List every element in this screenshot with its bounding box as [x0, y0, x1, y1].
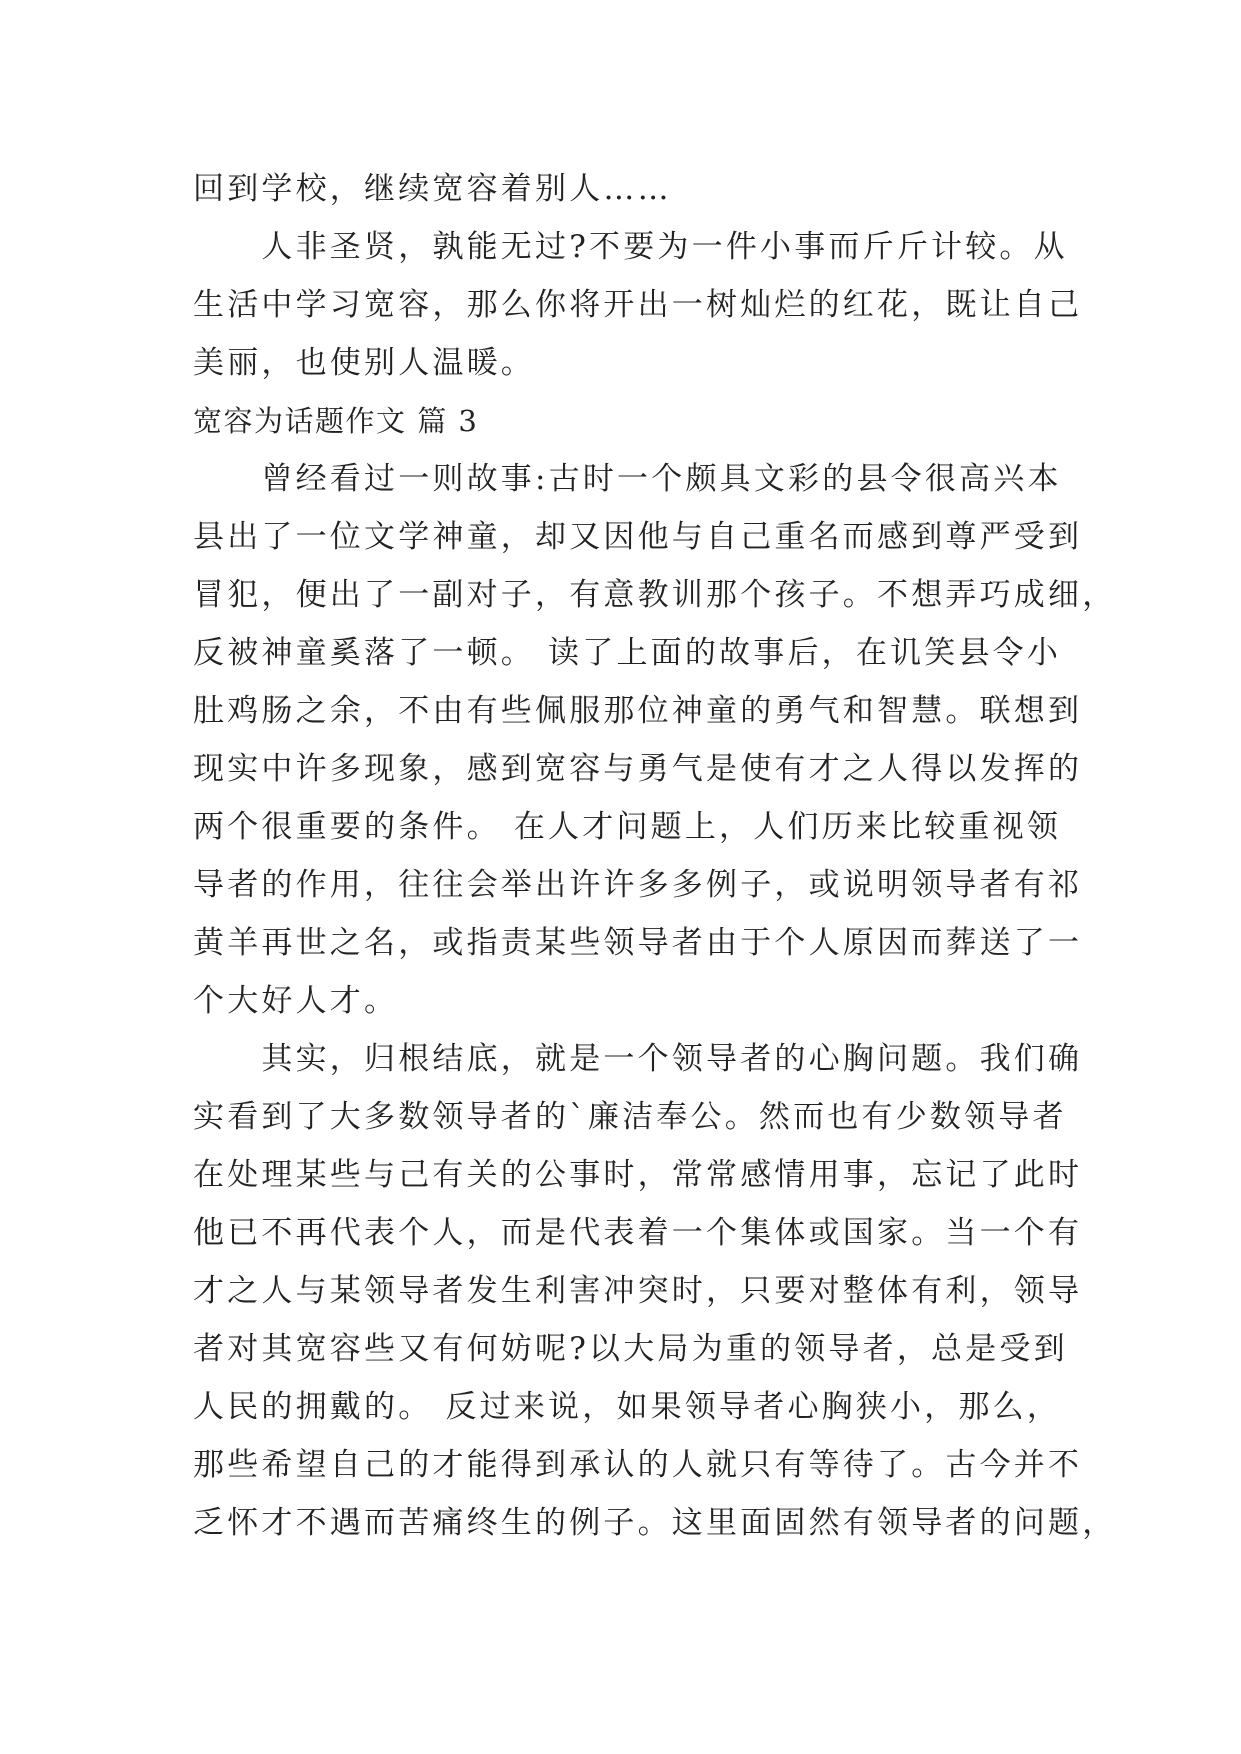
- paragraph-line: 曾经看过一则故事:古时一个颇具文彩的县令很高兴本: [193, 461, 1062, 497]
- paragraph-line: 人非圣贤，孰能无过?不要为一件小事而斤斤计较。从: [193, 229, 1068, 265]
- text-line: 实看到了大多数领导者的`廉洁奉公。然而也有少数领导者: [193, 1099, 1067, 1135]
- text-line: 回到学校，继续宽容着别人……: [193, 171, 672, 207]
- document-page: [193, 160, 1117, 1552]
- text-line: 反被神童奚落了一顿。 读了上面的故事后，在讥笑县令小: [193, 635, 1062, 671]
- text-line: 县出了一位文学神童，却又因他与自己重名而感到尊严受到: [193, 519, 1083, 555]
- paragraph-line: 其实，归根结底，就是一个领导者的心胸问题。我们确: [193, 1041, 1083, 1077]
- section-heading: 宽容为话题作文 篇 3: [193, 404, 479, 438]
- text-line: 导者的作用，往往会举出许许多多例子，或说明领导者有祁: [193, 867, 1083, 903]
- text-line: 黄羊再世之名，或指责某些领导者由于个人原因而葬送了一: [193, 925, 1083, 961]
- text-line: 两个很重要的条件。 在人才问题上，人们历来比较重视领: [193, 809, 1062, 845]
- text-line: 者对其宽容些又有何妨呢?以大局为重的领导者，总是受到: [193, 1331, 1068, 1367]
- text-line: 人民的拥戴的。 反过来说，如果领导者心胸狭小，那么，: [193, 1389, 1062, 1425]
- text-line: 才之人与某领导者发生利害冲突时，只要对整体有利，领导: [193, 1273, 1083, 1309]
- text-line: 个大好人才。: [193, 983, 399, 1019]
- text-line: 他已不再代表个人，而是代表着一个集体或国家。当一个有: [193, 1215, 1083, 1251]
- text-line: 那些希望自己的才能得到承认的人就只有等待了。古今并不: [193, 1447, 1083, 1483]
- text-line: 冒犯，便出了一副对子，有意教训那个孩子。不想弄巧成细，: [193, 577, 1117, 613]
- text-line: 生活中学习宽容，那么你将开出一树灿烂的红花，既让自己: [193, 287, 1083, 323]
- text-line: 在处理某些与己有关的公事时，常常感情用事，忘记了此时: [193, 1157, 1083, 1193]
- text-line: 美丽，也使别人温暖。: [193, 345, 535, 381]
- text-line: 乏怀才不遇而苦痛终生的例子。这里面固然有领导者的问题，: [193, 1505, 1117, 1541]
- text-line: 肚鸡肠之余，不由有些佩服那位神童的勇气和智慧。联想到: [193, 693, 1083, 729]
- text-line: 现实中许多现象，感到宽容与勇气是使有才之人得以发挥的: [193, 751, 1083, 787]
